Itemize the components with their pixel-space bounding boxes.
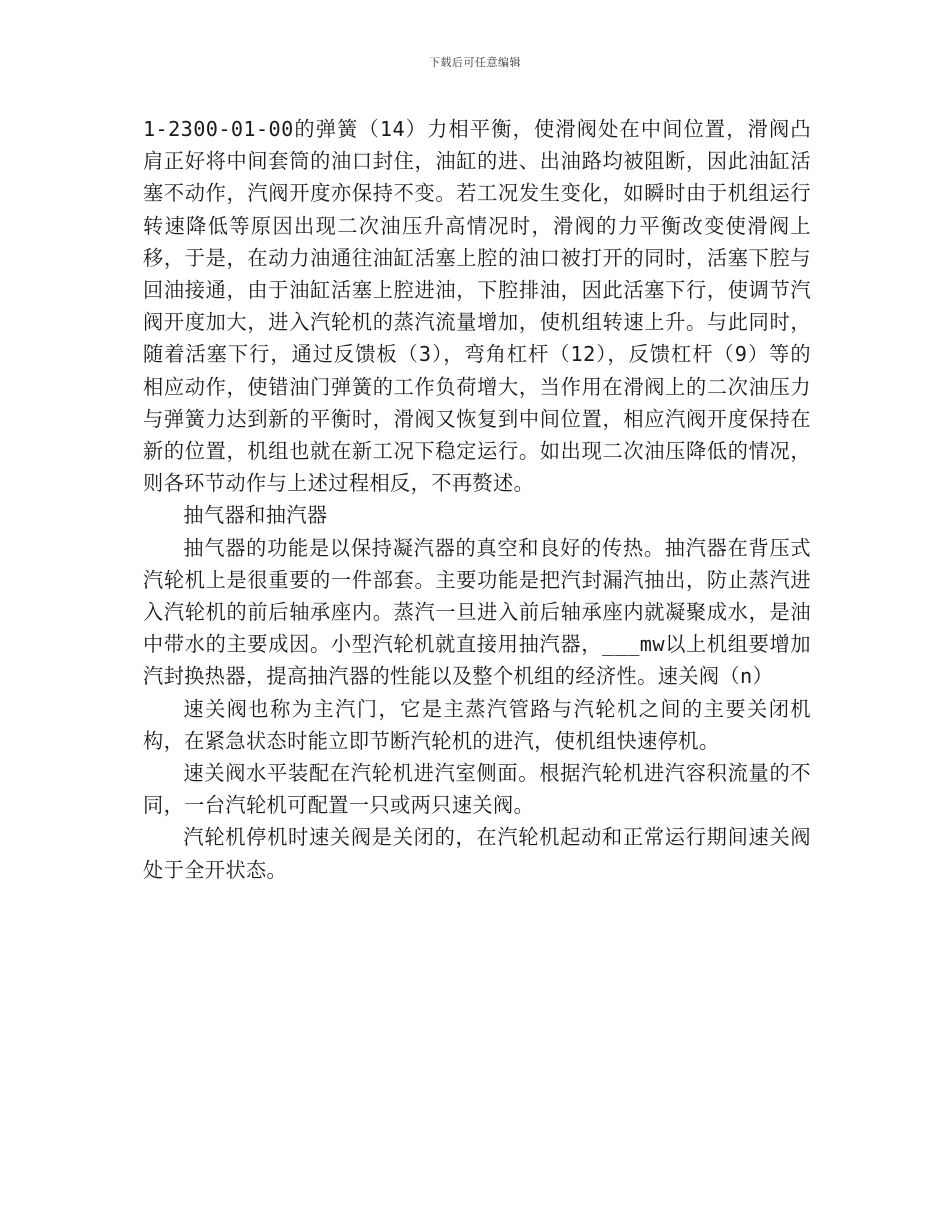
paragraph-stop-valve-state: 汽轮机停机时速关阀是关闭的，在汽轮机起动和正常运行期间速关阀处于全开状态。	[143, 825, 811, 882]
document-body	[143, 113, 811, 886]
paragraph-stop-valve-installation: 速关阀水平装配在汽轮机进汽室侧面。根据汽轮机进汽容积流量的不同，一台汽轮机可配置一只或两只速关阀。	[143, 761, 811, 818]
section-heading-air-ejector: 抽气器和抽汽器	[183, 503, 328, 528]
paragraph-stop-valve-definition: 速关阀也称为主汽门，它是主蒸汽管路与汽轮机之间的主要关闭机构，在紧急状态时能立即节断汽轮机的进汽，使机组快速停机。	[143, 696, 811, 753]
paragraph-air-ejector-function: 抽气器的功能是以保持凝汽器的真空和良好的传热。抽汽器在背压式汽轮机上是很重要的一件部套。主要功能是把汽封漏汽抽出，防止蒸汽进入汽轮机的前后轴承座内。蒸汽一旦进入前后轴承座内就凝聚成水，是油中带水的主要成因。小型汽轮机就直接用抽汽器，___mw以上机组要增加汽封换热器，提高抽汽器的性能以及整个机组的经济性。速关阀（n）	[143, 535, 811, 689]
paragraph-servo-motor-balance: 1-2300-01-00的弹簧（14）力相平衡，使滑阀处在中间位置，滑阀凸肩正好将中间套筒的油口封住，油缸的进、出油路均被阻断，因此油缸活塞不动作，汽阀开度亦保持不变。若工况发生变化，如瞬时由于机组运行转速降低等原因出现二次油压升高情况时，滑阀的力平衡改变使滑阀上移，于是，在动力油通往油缸活塞上腔的油口被打开的同时，活塞下腔与回油接通，由于油缸活塞上腔进油，下腔排油，因此活塞下行，使调节汽阀开度加大，进入汽轮机的蒸汽流量增加，使机组转速上升。与此同时，随着活塞下行，通过反馈板（3），弯角杠杆（12），反馈杠杆（9）等的相应动作，使错油门弹簧的工作负荷增大，当作用在滑阀上的二次油压力与弹簧力达到新的平衡时，滑阀又恢复到中间位置，相应汽阀开度保持在新的位置，机组也就在新工况下稳定运行。如出现二次油压降低的情况，则各环节动作与上述过程相反，不再赘述。	[143, 117, 811, 496]
page-header: 下载后可任意编辑	[429, 56, 521, 69]
